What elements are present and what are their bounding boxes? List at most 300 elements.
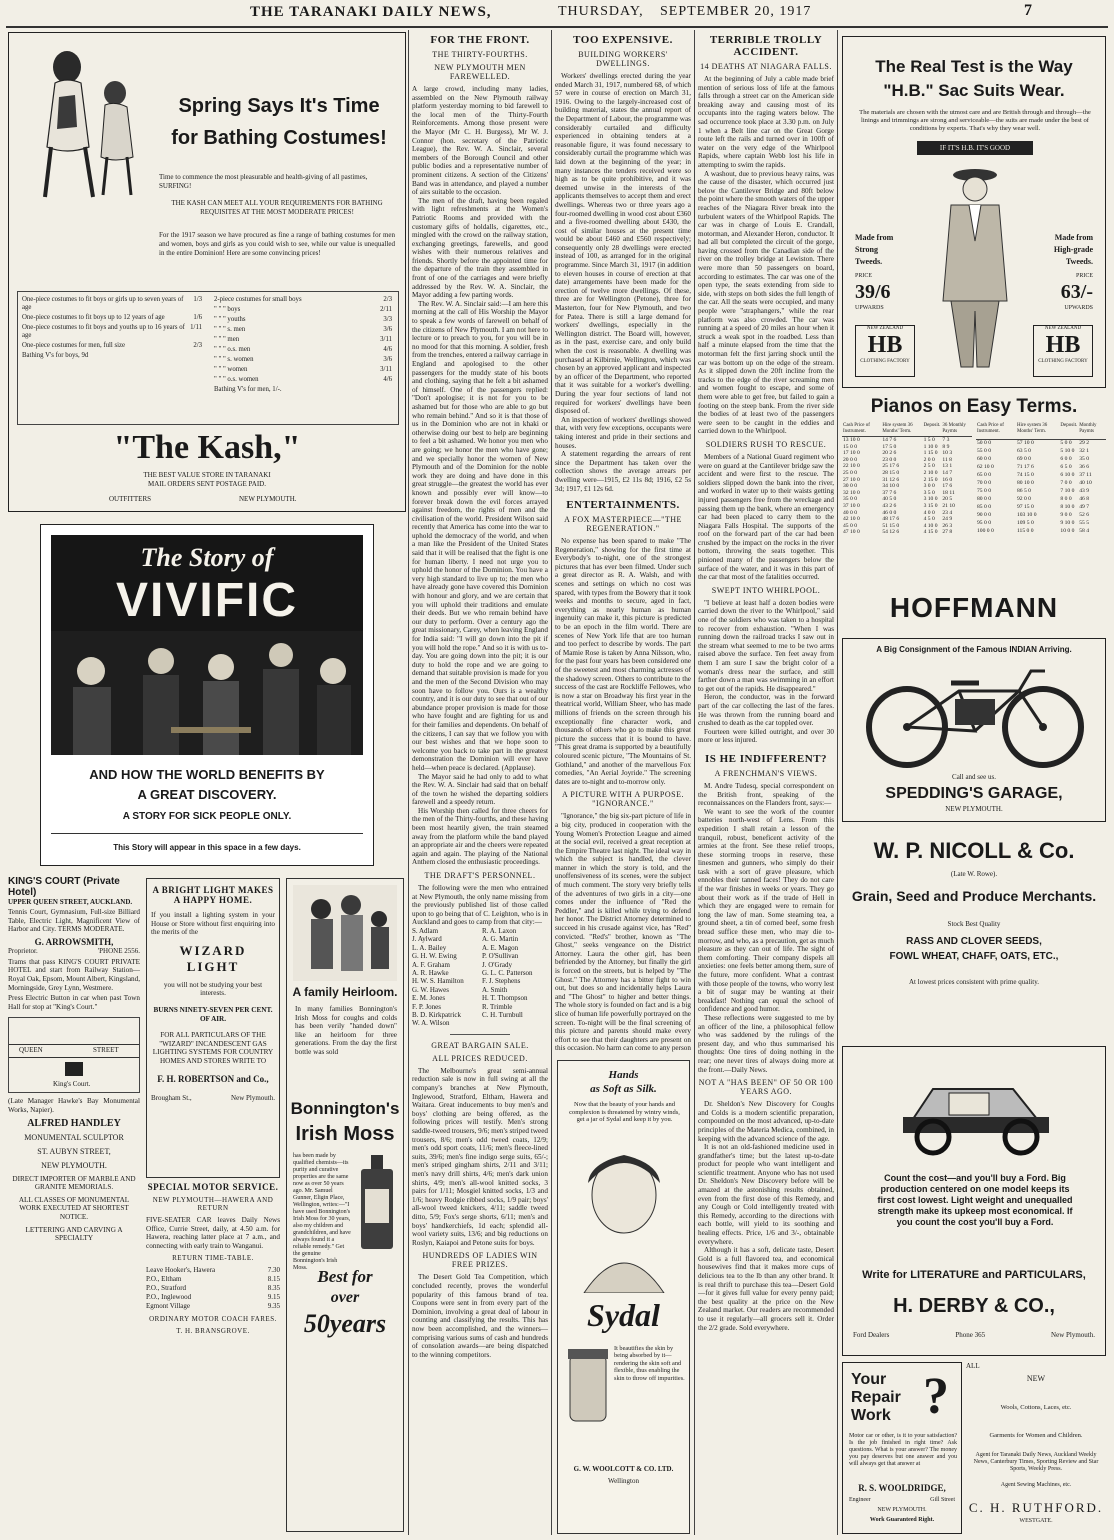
trolly-paragraph: Fourteen were killed outright, and over 30 more or less injured. (698, 727, 834, 745)
personnel-name: C. H. Turnbull (482, 1011, 523, 1020)
piano-cell: 4 0 0 (923, 509, 935, 516)
hb-left-upwards: UPWARDS (855, 305, 884, 311)
sheldon-paragraph: It is not an old-fashioned medicine used in grandfather's time; but the latest up-to-date product for people who want intelligent and scientific treatment. Anyone who has not used Dr. Sheldon's New Discovery before will be amazed at the astonishing results obtained, even from the first dose of this Remedy, and any Cough or Cold intelligently treated with this Remedy, according to the directions with each bottle, will yield to its soothing and healing effects. Price, 1/6 and 3/-, obtainable everywhere. (698, 1143, 834, 1246)
piano-row (842, 444, 972, 451)
moss-text: In many families Bonnington's Irish Moss for coughs and colds has been verily "handed down" like an heirloom for three generations. From the day the first bottle was sold (295, 1005, 397, 1056)
wizard-column (146, 878, 280, 1533)
piano-row (842, 477, 972, 484)
hoffmann-brand: HOFFMANN (889, 592, 1059, 623)
piano-cell: 18 11 (942, 489, 955, 496)
piano-cell: 2 0 0 (923, 456, 935, 463)
rescue-heading: SOLDIERS RUSH TO RESCUE. (705, 439, 827, 449)
personnel-name: J. O'Grady (482, 960, 513, 969)
piano-cell: 42 10 0 (843, 516, 860, 523)
hb-tag (917, 141, 1033, 155)
motor-owner: T. H. BRANSGROVE. (176, 1327, 250, 1336)
vivific-illustration (51, 535, 363, 755)
price-row (214, 326, 392, 334)
price-item: Bathing V's for boys, 9d (22, 352, 89, 359)
handley-name: ALFRED HANDLEY (27, 1117, 121, 1129)
wizard-text-2: you will not be studying your best interests. (163, 980, 263, 998)
irish-moss-ad (286, 878, 404, 1532)
piano-cell: 48 17 6 (882, 516, 900, 523)
issue-date: SEPTEMBER 20, 1917 (660, 4, 812, 19)
expensive-paragraph: An inspection of workers' dwellings showed that, with very few exceptions, occupants were taking interest and pride in their sections and houses. (555, 415, 691, 450)
price-row (214, 336, 392, 344)
timetable-time: 9.15 (267, 1293, 280, 1302)
vivific-ad (40, 524, 374, 866)
piano-row (976, 504, 1106, 512)
price-row (214, 386, 392, 394)
piano-header-cell: Cash Price of Instrument. (976, 422, 1016, 440)
piano-cell: 15 0 0 (843, 443, 857, 450)
hb-badge-right (1033, 325, 1093, 377)
price-value: 3/6 (383, 356, 392, 363)
timetable-row (146, 1293, 280, 1302)
price-item: 2-piece costumes for small boys (214, 296, 302, 303)
all-new-line-1: Wools, Cottons, Laces, etc. (1000, 1404, 1072, 1411)
piano-row (976, 472, 1106, 480)
desert-gold-paragraph: Although it has a soft, delicate taste, Desert Gold is a full flavored tea, and economical housewives find that it makes more cups of delicious tea to the lb than any other brand. It is real thrift to purchase this tea—Desert Gold—for it gives full value for every penny paid; the best quality at the price on the New Zealand market. Our readers are recommended to use it regularly—all grocers sell it. Order the 2/2 grade. Sold everywhere. (698, 1246, 834, 1332)
timetable-time: 7.30 (267, 1266, 280, 1275)
vivific-title-2: VIVIFIC (115, 574, 299, 627)
piano-cell: 55 0 0 (977, 448, 991, 455)
competition-heading: HUNDREDS OF LADIES WIN FREE PRIZES. (422, 1251, 538, 1270)
kash-brand: "The Kash," (113, 429, 301, 466)
piano-row (842, 529, 972, 536)
piano-cell: 43 2 6 (882, 502, 897, 509)
piano-cell: 5 10 0 (1060, 448, 1075, 455)
hb-badge-top: NEW ZEALAND (866, 326, 904, 331)
wizard-brand: WIZARD LIGHT (179, 942, 247, 974)
handley-lettering: LETTERING AND CARVING A SPECIALTY (25, 1225, 123, 1243)
piano-cell: 17 10 0 (843, 450, 860, 457)
repair-ad (842, 1362, 962, 1534)
piano-cell: 9 10 0 (1060, 519, 1075, 526)
sheldon-paragraph: Dr. Sheldon's New Discovery for Coughs and Colds is a modern scientific preparation, compounded on the most advanced, up-to-date principles of the Materia Medica, combined, in keeping with the advanced science of the age. (698, 1100, 834, 1143)
personnel-names-right (482, 927, 548, 1028)
map-caption: King's Court. (53, 1080, 91, 1089)
kings-court-address: UPPER QUEEN STREET, AUCKLAND. (8, 898, 133, 906)
front-sub-2: NEW PLYMOUTH MEN FAREWELLED. (434, 63, 526, 81)
price-row (214, 296, 392, 304)
sydal-hands: Hands (608, 1069, 639, 1081)
piano-cell: 6 5 0 (1060, 464, 1072, 471)
timetable-place: P.O., Stratford (146, 1284, 187, 1293)
repair-question: ? (923, 1368, 949, 1425)
moss-brand-2: Irish Moss (295, 1123, 395, 1145)
piano-cell: 35 0 0 (843, 496, 857, 503)
piano-cell: 86 5 0 (1016, 487, 1031, 494)
repair-line-1: Your (851, 1371, 887, 1388)
map-label-street: STREET (93, 1046, 119, 1055)
personnel-name: A. G. Martin (482, 935, 519, 944)
competition-text: The Desert Gold Tea Competition, which concluded recently, proves the wonderful popularity of this famous brand of tea. Coupons were sent in from every part of the Dominion, involving a great deal of labour in counting and classifying the results. This has now been accomplished, and the winners—comprising various sums of cash and hundreds of consolation awards—are being dispatched to the winning competitors. (412, 1273, 548, 1359)
kings-court-press: Press Electric Button in car when past Town Hall for stop at "King's Court." (8, 994, 140, 1011)
personnel-name: A. F. Graham (412, 960, 450, 969)
price-value: 3/11 (380, 366, 392, 373)
pianos-table-right (976, 422, 1106, 536)
vivific-subtitle-2: A GREAT DISCOVERY. (137, 787, 277, 802)
motor-timetable (146, 1266, 280, 1311)
nicoll-ad (842, 828, 1106, 1038)
price-row (22, 324, 202, 340)
kash-season-text: For the 1917 season we have procured as fine a range of bathing costumes for men and women, boys and girls as you could wish to see, while our value is unequalled in the entire Dominion! Here are some convincing prices! (159, 231, 395, 257)
piano-row (976, 440, 1106, 449)
expensive-heading: TOO EXPENSIVE. (573, 34, 673, 46)
piano-cell: 2 10 0 (923, 469, 938, 476)
kings-court-column (8, 876, 140, 1536)
all-new-line-2: Garments for Women and Children. (989, 1432, 1083, 1439)
piano-header-cell: Deposit. (923, 422, 942, 437)
repair-text: Motor car or other, is it to your satisfaction? Is the job finished in right time? Ask questions. What is your answer? The money you pay deserves but one answer and you will always get that answer at (849, 1433, 957, 1467)
piano-cell: 97 15 0 (1016, 503, 1034, 510)
purpose-heading: A PICTURE WITH A PURPOSE. "IGNORANCE." (562, 790, 684, 809)
piano-cell: 32 10 0 (843, 489, 860, 496)
price-value: 4/6 (383, 346, 392, 353)
price-value: 2/11 (380, 306, 392, 313)
ford-write: Write for LITERATURE and PARTICULARS, (862, 1269, 1086, 1281)
piano-cell: 37 10 0 (843, 502, 860, 509)
kash-prices-right (214, 296, 392, 396)
piano-row (976, 480, 1106, 488)
piano-header-row (842, 422, 972, 437)
piano-cell: 35 0 (1079, 456, 1090, 463)
motorcycle-illustration (859, 661, 1091, 771)
piano-cell: 50 0 0 (977, 440, 991, 447)
trolly-sub: 14 DEATHS AT NIAGARA FALLS. (700, 62, 832, 71)
wizard-light-ad (146, 878, 280, 1178)
pianos-tables (842, 422, 1106, 536)
piano-cell: 100 0 0 (977, 527, 994, 534)
nicoll-prices: At lowest prices consistent with prime quality. (909, 978, 1039, 986)
piano-row (976, 448, 1106, 456)
kings-court-proprietor-label: Proprietor. (8, 946, 38, 955)
entertainments-sub: A FOX MASTERPIECE—"THE REGENERATION." (564, 515, 682, 534)
all-new-agent: Agent for Taranaki Daily News, Auckland Weekly News, Canterbury Times, Sporting Review and Star Sports, Weekly Press. (973, 1452, 1099, 1472)
piano-header-cell: 36 Monthly Paymts (941, 422, 972, 437)
moss-brand-1: Bonnington's (290, 1099, 400, 1118)
all-new-all: ALL (966, 1362, 980, 1370)
trolly-heading: TERRIBLE TROLLY ACCIDENT. (709, 34, 823, 58)
piano-cell: 115 0 0 (1016, 527, 1034, 534)
piano-row (976, 464, 1106, 472)
kings-court-proprietor-name: G. ARROWSMITH, (34, 936, 114, 947)
indifferent-heading: IS HE INDIFFERENT? (704, 752, 828, 765)
man-in-suit-illustration (921, 161, 1029, 371)
kash-prices-left (22, 296, 202, 362)
timetable-place: P.O., Inglewood (146, 1293, 192, 1302)
all-new-name: C. H. RUTHFORD. (968, 1500, 1104, 1515)
piano-cell: 17 6 (942, 483, 953, 490)
piano-cell: 14 7 (942, 469, 953, 476)
piano-row (842, 463, 972, 470)
expensive-paragraph: Workers' dwellings erected during the year ended March 31, 1917, numbered 68, of which 57 were in course of erection on March 31, 1916. Owing to the largely-increased cost of building material, states the annual report of the Department of Labour, the programme was considerably curtailed and difficulty experienced in obtaining tenders at a reasonable figure, it was found necessary to considerably curtail the programme which was laid down at the beginning of the year; in many instances the tenders received were so high as to be quite prohibitive, and it was deemed unwise in the interests of the applicants themselves to accept them and erect dwellings. Whereas two or three years ago a four-roomed dwelling in wood cost about £360 and a five-roomed dwelling about £430, the cost of similar houses at the present time would be about £460 and £560 respectively; consequently only 28 dwellings were erected instead of 100, as arranged for in the original programme. Since March 31, 1917 (in addition to eleven houses in course of erection at that date) arrangements have been made for the erection of twelve more dwellings. Of these, three are for Wellington (Petone), three for Masterton, four for New Plymouth, and two for Patea. There is still a large demand for workers' dwellings, especially in the Wellington district. The Board will, however, as in the past, exercise care, and only build when the cost is reasonable. A dwelling was purchased at Kilbirnie, Wellington, which was chosen by an approved applicant and inspected by an officer of the Department, who reported that it was suitable for a worker's dwelling. During the year four sections of land not required for workers' dwellings have been disposed of. (555, 72, 691, 416)
piano-cell: 36 6 (1079, 464, 1090, 471)
kings-court-title: KING'S COURT (Private Hotel) (8, 876, 120, 898)
moss-best: Best for (317, 1267, 373, 1286)
piano-cell: 92 0 0 (1016, 495, 1031, 502)
motor-text: FIVE-SEATER CAR leaves Daily News Office, Currie Street, daily, at 4.50 a.m. for Hawera, reaching latter place at 7 a.m., and connecting with early train to Wanganui. (146, 1216, 280, 1250)
piano-header-cell: Cash Price of Instrument. (842, 422, 881, 437)
piano-cell: 23 0 0 (882, 456, 897, 463)
ford-town: New Plymouth. (1051, 1331, 1095, 1339)
kings-court-proprietor-row (8, 947, 140, 955)
repair-street: Gill Street (930, 1497, 955, 1503)
price-value: 2/3 (383, 296, 392, 303)
piano-cell: 4 10 0 (923, 522, 938, 529)
trolly-paragraph: "I believe at least half a dozen bodies were carried down the river to the Whirlpool," said one of the soldiers who was taken to a hospital to recover from exhaustion. "When I was running down the railroad tracks I saw out in the stream what seemed to me to be two arms raised above the surface. Ten feet away from them I am sure I saw the bright color of a woman's dress near the surface, and still farther down a man was swimming in an effort to get out of the rapids. He disappeared." (698, 598, 834, 693)
motor-route: NEW PLYMOUTH—HAWERA AND RETURN (152, 1196, 274, 1212)
personnel-name: A. R. Hawke (412, 969, 449, 978)
timetable-place: Egmont Village (146, 1302, 190, 1311)
piano-row (976, 520, 1106, 528)
front-paragraph: The Rev. W. A. Sinclair said:—I am here this morning at the call of His Worship the Mayor to speak a few words of farewell on behalf of the citizens of New Plymouth. I am not here to lecture or to preach to you, for you will be in no mood for that this morning. A soldier, fresh from the trenches, entered a railway carriage in England and apologised to the other passengers for the muddy state of his boots and clothing, saying that he felt a bit ashamed of himself. One of the passengers replied: "Don't apologise; it is not for you to be ashamed but for those who are able to go but who remain behind." And so it is that those of us in the Dominion who are not in khaki or otherwise doing our best to help are beginning to feel a bit ashamed. We honor you men who are going; we honor the men who have gone; and we specially honor the women of New Plymouth and of the Dominion for the noble work they are doing and have done in this great struggle—the greatest the world has ever known and possibly ever will know—to forever break down the evil forces arrayed against freedom, the rights of men and the civilisation of the world. President Wilson said recently that America has come into the war to uphold the democracy of the world, and when a man like the President of the United States said that it will be realised that the fight is one for human liberty. I need not urge you to uphold the honor of the Dominion. You have a very high standard to live up to; the men who have already gone have covered this Dominion with honour and glory, and we are certain that you will uphold their traditions and emulate their deeds. But we who remain behind have our duty to perform. Over a century ago the great missionary, Carey, when leaving England for India said: "I will go down into the pit if you will hold the rope." And so it is with us to-day. You are going down into the pit; it is our duty to hold the rope and we are going to demand that suitable provision is made for you and the men of the Second Division who may soon have to follow you. Ours is a wealthy country, and it is our duty to see that out of our abundance proper provision is made for those who have fought and are fighting for us and for their families and dependents. On behalf of the citizens, I can say that we follow you with our best wishes and that we hope soon to welcome you back to take part in the greatest demonstration the Dominion will ever have held—when peace is declared. (Applause). (412, 299, 548, 772)
piano-cell: 65 0 0 (977, 472, 991, 479)
entertainments-text: No expense has been spared to make "The Regeneration," showing for the first time at Everybody's to-night, one of the strongest pictures that has ever been filmed. Under such a great director as R. A. Walsh, and with scenes and settings on which no cost was spared, with types from the Bowery that it took weeks and months to secure, aged in fact, everything as nearly human as human ingenuity can make it, this picture is predicted to be an epoch in the film world. There are scenes of New York life that are too human and too perfect to describe by words. The part of Mamie Rose is taken by Anna Nilsson, who, for the past four years has been considered one of the sweetest and most charming actresses of the shadowy screen. Others to contribute to the success of the cast are Rockliffe Fellowes, who is now a star on Broadway his first year in the theatrical world, William Sheer, who has made millions of friends on the screen through his exceptionally fine character work, and thousands of others who go to make this great picture the success that it is bound to have. "This great drama is supported by a beautifully coloured scenic picture, "The Mountains of St. Gothland," and another of the marvellous Fox comedies, "An Aerial Joyride." The screening dates are to-night and to-morrow only. (555, 537, 691, 786)
price-value: 1/6 (193, 314, 202, 321)
price-row (22, 314, 202, 322)
nicoll-line-1: RASS AND CLOVER SEEDS, (906, 936, 1042, 947)
piano-row (842, 496, 972, 503)
piano-cell: 8 9 (942, 443, 950, 450)
personnel-name: A. E. Magon (482, 943, 519, 952)
piano-header-cell: Deposit. (1059, 422, 1078, 440)
column-rule (694, 30, 695, 1535)
expensive-paragraph: A statement regarding the arrears of rent since the Department has taken over the collection shows the average arrears per dwelling were—1915, £2 11s 8d; 1916, £2 5s 3d; 1917, £1 12s 6d. (555, 450, 691, 493)
price-row (214, 366, 392, 374)
all-new-ad (966, 1362, 1106, 1534)
bottle-illustration (355, 1155, 399, 1251)
personnel-heading: THE DRAFT'S PERSONNEL. (424, 871, 536, 881)
kings-court-text: Tennis Court, Gymnasium, Full-size Billiard Table, Electric Light, Magnificent View of Harbor and City. TERMS MODERATE. (8, 908, 140, 934)
piano-cell: 3 15 0 (923, 502, 938, 509)
personnel-name: W. A. Wilson (412, 1019, 450, 1028)
personnel-name: H. T. Thompson (482, 994, 528, 1003)
nicoll-stock: Stock Best Quality (947, 920, 1001, 928)
vivific-divider (51, 833, 363, 834)
piano-row (842, 470, 972, 477)
purpose-text: "Ignorance," the big six-part picture of life in a big city, produced in cooperation with the Young Women's Protection League and aimed at the social evil, received a great reception at the Empire Theatre last night. The ideal way in which the subject is handled, the clever manner in which the story is told, and the unoffensiveness of its scenes, were the subject of much comment. The story very briefly tells of the adventures of two girls in a city—one comes under the influence of "Red the Peddler," and is killed while trying to defend her honor. The District Attorney determined to succeed in his crusade against vice, has "Red" convicted. "Red's" brother, known as "The Ghost," seeks vengeance on the District Attorney. Laura the other girl, has been befriended by the Attorney, but finally the girl is forced on the streets, but is helped by "The Ghost." The Attorney has a bitter fight to win out, but does so and incidentally helps Laura and "The Ghost" to higher and better things. The whole story is founded on fact and is a big slice of human life powerfully portrayed on the screen. To-night will be the final screening of this picture and parents should make every effort to see that their daughters are present on this occasion. No harm can come to any person (555, 812, 691, 1052)
hb-left-price-label: PRICE (855, 273, 873, 279)
repair-trade: Engineer (849, 1497, 871, 1503)
price-row (214, 356, 392, 364)
piano-row (842, 503, 972, 510)
hb-right-price-label: PRICE (1075, 273, 1093, 279)
price-row (214, 376, 392, 384)
kash-intro: Time to commence the most pleasurable and health-giving of all pastimes, SURFING! (159, 173, 368, 190)
wizard-burns: BURNS NINETY-SEVEN PER CENT. OF AIR. (153, 1005, 273, 1023)
price-row (214, 346, 392, 354)
woman-portrait-illustration (568, 1143, 681, 1293)
wizard-dealer-town: New Plymouth. (231, 1093, 275, 1102)
handley-all-classes: ALL CLASSES OF MONUMENTAL WORK EXECUTED AT SHORTEST NOTICE. (18, 1195, 130, 1221)
too-expensive-column (555, 32, 691, 1052)
piano-cell: 21 10 (942, 502, 955, 509)
map-label-queen: QUEEN (19, 1046, 43, 1055)
piano-cell: 7 10 0 (1060, 487, 1075, 494)
pianos-ad (842, 396, 1106, 632)
spedding-town: NEW PLYMOUTH. (945, 805, 1003, 813)
price-item: One-piece costumes to fit boys and youths up to 16 years of age (22, 324, 185, 339)
vivific-footer: This Story will appear in this space in a few days. (113, 843, 301, 852)
piano-cell: 58 4 (1079, 527, 1090, 534)
personnel-name: L. A. Bailey (412, 943, 447, 952)
price-row (214, 316, 392, 324)
trolly-paragraph: At the beginning of July a cable made brief mention of serious loss of life at the famous falls through a street car on the American side breaking away and causing most of its occupants into the raging waters below. The sad occurrence took place at 3.30 p.m. on July 1 when a Belt line car on the Great Gorge route left the rails and turned over in 100ft of water on the very edge of the Whirlpool Rapids, where captain Webb lost his life in attempting to swim the rapids. (698, 75, 834, 169)
piano-cell: 43 9 (1079, 487, 1090, 494)
hb-badge-bottom: CLOTHING FACTORY (1038, 359, 1088, 364)
personnel-name: H. W. S. Hamilton (412, 977, 464, 986)
page-number: 7 (1024, 2, 1032, 19)
hb-right-upwards: UPWARDS (1064, 305, 1093, 311)
piano-cell: 20 2 6 (882, 450, 897, 457)
piano-cell: 5 0 0 (1060, 440, 1072, 447)
piano-cell: 17 5 0 (882, 443, 897, 450)
piano-cell: 37 7 6 (882, 489, 897, 496)
hb-left-price: 39/6 (855, 281, 891, 303)
hb-headline-1: The Real Test is the Way (875, 57, 1073, 76)
spedding-call: Call and see us. (952, 773, 996, 781)
piano-row (976, 488, 1106, 496)
price-value: 3/11 (380, 336, 392, 343)
all-new-agent-2: Agent Sewing Machines, etc. (1000, 1482, 1072, 1488)
repair-name: R. S. WOOLDRIDGE, (858, 1483, 946, 1493)
piano-cell: 2 5 0 (923, 463, 935, 470)
price-item: Bathing V's for men, 1/-. (214, 386, 282, 393)
hb-tag-2: H.B. IT'S GOOD (961, 144, 1011, 152)
sydal-intro: Now that the beauty of your hands and complexion is threatened by wintry winds, get a jar of Sydal and keep it by you. (569, 1101, 680, 1123)
price-row (22, 352, 202, 360)
piano-cell: 103 10 0 (1016, 511, 1037, 518)
wizard-dealer-street: Brougham St., (151, 1093, 192, 1102)
personnel-name: G. H. W. Ewing (412, 952, 457, 961)
kash-tagline-2: MAIL ORDERS SENT POSTAGE PAID. (147, 480, 266, 488)
piano-cell: 31 12 6 (882, 476, 900, 483)
piano-cell: 1 10 0 (923, 443, 938, 450)
piano-cell: 55 5 (1079, 519, 1090, 526)
kings-court-phone: 'PHONE 2556. (97, 946, 140, 955)
timetable-place: Leave Hooker's, Hawera (146, 1266, 216, 1275)
moss-years: 50years (303, 1309, 387, 1338)
piano-cell: 22 10 0 (843, 463, 860, 470)
piano-row (842, 483, 972, 490)
wizard-dealer: F. H. ROBERTSON and Co., (157, 1073, 269, 1084)
has-been-heading: NOT A "HAS BEEN" OF 50 OR 100 YEARS AGO. (698, 1078, 834, 1097)
piano-cell: 62 10 0 (977, 464, 994, 471)
kash-headline-1: Spring Says It's Time (178, 95, 380, 117)
sale-text: The Melbourne's great semi-annual reduction sale is now in full swing at all the company's branches at New Plymouth, Inglewood, Stratford, Eltham, Hawera and Waitara. Great inducements to buy men's and boys' clothing are being offered, as the following prices will testify. Men's strong saddle-tweed trousers, 9/6; men's striped tweed trousers, 8/6; men's odd tweed coats, 12/9; men's odd sport coats, 11/6; men's fleece-lined suits, 39/6; men's fine indigo serge suits, 65/-; men's striped gingham shirts, 2/11 and 3/11; men's navy drill shirts, 4/6; men's dark union shirts, 4/9; men's all-wool knitted socks, 3 pairs for 1/11; Mosgiel knitted socks, 1/3 and 1/6; heavy Rodgie ribbed socks, 1/9 pair; boys' all-wool tweed knickers, 4/11; saddle tweed ditto, 5/9; Fox's serge shorts, 6/11; men's and boys' handkerchiefs, 1d each; splendid all-wool variety suits, 13/6; and big reductions on Roslyn, Kaiapoi and Petone suits for boys. (412, 1066, 548, 1247)
vivific-subtitle-1: AND HOW THE WORLD BENEFITS BY (89, 767, 325, 782)
issue-day: THURSDAY, (558, 4, 644, 19)
piano-cell: 4 5 0 (923, 516, 935, 523)
vivific-title-1: The Story of (140, 543, 274, 572)
price-item: " " " o.s. men (214, 346, 251, 353)
kash-footer-left: OUTFITTERS (109, 495, 151, 503)
price-item: One-piece costumes for men, full size (22, 342, 126, 349)
wizard-dealer-address (151, 1094, 275, 1102)
masthead (0, 0, 1114, 26)
price-value: 3/3 (383, 316, 392, 323)
piano-row (976, 496, 1106, 504)
wizard-text-1: If you install a lighting system in your House or Store without first enquiring into the merits of the (151, 911, 275, 937)
whirlpool-heading: SWEPT INTO WHIRLPOOL. (711, 585, 821, 595)
piano-cell: 6 0 0 (1060, 456, 1072, 463)
entertainments-heading: ENTERTAINMENTS. (566, 499, 680, 512)
handley-import: DIRECT IMPORTER OF MARBLE AND GRANITE MEMORIALS. (12, 1174, 136, 1192)
piano-row (842, 437, 972, 444)
piano-cell: 40 10 (1079, 480, 1092, 486)
sydal-jar-illustration (566, 1345, 610, 1425)
piano-cell: 51 15 0 (882, 522, 900, 529)
hb-badge-bottom: CLOTHING FACTORY (860, 359, 910, 364)
piano-row (842, 516, 972, 523)
personnel-name: S. Adlam (412, 927, 439, 935)
piano-cell: 29 2 (1079, 440, 1090, 447)
moss-over: over (330, 1289, 360, 1306)
hb-left-label-3: Tweeds. (855, 257, 883, 266)
personnel-name: J. Aylward (412, 935, 442, 944)
piano-cell: 11 8 (942, 456, 952, 463)
price-item: " " " women (214, 366, 248, 373)
piano-cell: 40 0 0 (843, 509, 857, 516)
ford-ad (842, 1046, 1106, 1356)
piano-cell: 2 15 0 (923, 476, 938, 483)
kash-footer-right: NEW PLYMOUTH. (239, 495, 297, 503)
kash-tagline-1: THE BEST VALUE STORE IN TARANAKI (143, 471, 271, 479)
piano-cell: 10 3 (942, 450, 953, 457)
indifferent-paragraph: M. Andre Tudesq, special correspondent on the British front, speaking of the reconnaissances on the Flanders front, says:— (698, 781, 834, 808)
expensive-sub: BUILDING WORKERS' DWELLINGS. (578, 50, 668, 68)
piano-cell: 49 7 (1079, 503, 1090, 510)
piano-cell: 3 5 0 (923, 489, 935, 496)
piano-cell: 71 17 6 (1016, 464, 1034, 471)
family-illustration (293, 885, 397, 981)
moss-title: A family Heirloom. (292, 985, 398, 999)
kings-court-map (8, 1017, 140, 1093)
piano-cell: 27 8 (942, 529, 953, 536)
motor-title: SPECIAL MOTOR SERVICE. (147, 1182, 279, 1192)
personnel-name: G. L. C. Patterson (482, 969, 533, 978)
timetable-row (146, 1302, 280, 1311)
price-row (22, 342, 202, 350)
personnel-name: E. M. Jones (412, 994, 446, 1003)
price-value: 4/6 (383, 376, 392, 383)
handley-trade: MONUMENTAL SCULPTOR (24, 1132, 124, 1142)
kash-requirement: THE KASH CAN MEET ALL YOUR REQUIREMENTS FOR BATHING REQUISITES AT THE MOST MODERATE PRICES! (171, 199, 383, 216)
repair-line-3: Work (851, 1407, 891, 1424)
price-item: " " " boys (214, 306, 241, 313)
piano-row (976, 456, 1106, 464)
handley-town: NEW PLYMOUTH. (41, 1160, 107, 1170)
personnel-names (412, 927, 548, 1028)
piano-cell: 8 0 0 (1060, 495, 1072, 502)
piano-cell: 95 0 0 (977, 519, 991, 526)
piano-cell: 23 4 (942, 509, 953, 516)
piano-cell: 85 0 0 (977, 503, 991, 510)
piano-cell: 47 10 0 (843, 529, 860, 536)
piano-cell: 70 0 0 (977, 480, 991, 486)
piano-cell: 46 0 0 (882, 509, 897, 516)
sydal-text: It beautifies the skin by being absorbed by it—rendering the skin soft and flexible, thus enabling the skin to throw off impurities. (614, 1345, 685, 1382)
ford-dealer: H. DERBY & CO., (893, 1295, 1055, 1317)
price-item: " " " youths (214, 316, 246, 323)
piano-cell: 4 15 0 (923, 529, 938, 536)
piano-cell: 75 0 0 (977, 487, 991, 494)
piano-cell: 7 3 (942, 437, 950, 443)
timetable-row (146, 1275, 280, 1284)
price-value: 2/3 (193, 342, 202, 349)
